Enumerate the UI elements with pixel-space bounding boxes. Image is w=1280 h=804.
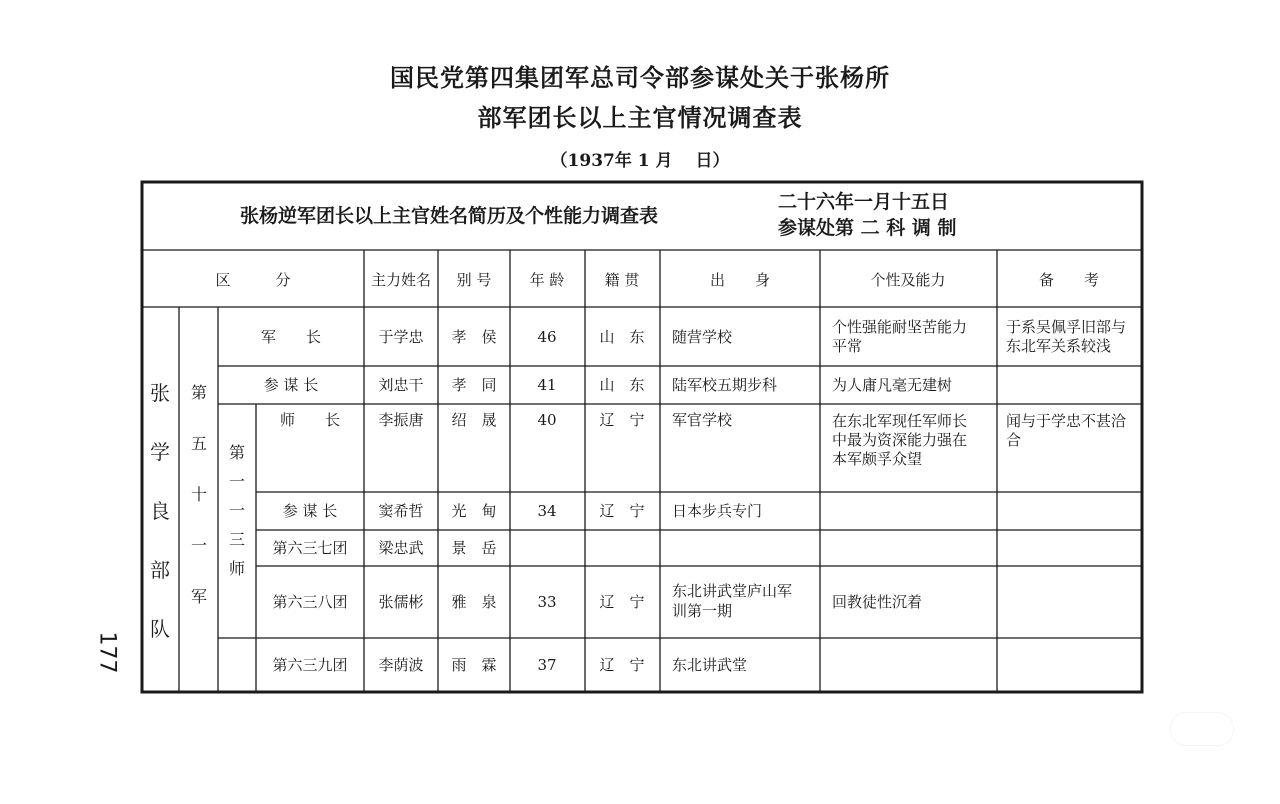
cell-background: 训第一期: [672, 602, 733, 620]
cell-ability: 在东北军现任军师长: [832, 412, 968, 430]
cell-name: 刘忠干: [378, 376, 424, 394]
army-group-label-char: 队: [150, 617, 170, 641]
division-label-char: 一: [228, 501, 246, 520]
cell-alias: 景 岳: [451, 539, 497, 557]
header-alias: 别 号: [456, 271, 492, 289]
cell-remarks: 东北军关系较浅: [1006, 337, 1112, 355]
army-group-label-char: 部: [150, 558, 170, 582]
cell-position: 第六三九团: [272, 656, 348, 674]
cell-age: 34: [537, 502, 557, 520]
cell-remarks: 合: [1006, 431, 1022, 449]
form-date: 二十六年一月十五日: [778, 191, 950, 213]
division-label-char: 一: [228, 472, 246, 491]
army-label-char: 一: [190, 536, 208, 555]
group-division: [229, 443, 245, 578]
cell-age: 40: [537, 411, 557, 429]
page-number: 177: [94, 631, 120, 674]
cell-age: 41: [537, 376, 557, 394]
cell-background: 陆军校五期步科: [672, 376, 778, 394]
faint-stamp: [1170, 712, 1234, 746]
army-label-char: 五: [190, 434, 208, 453]
cell-position: 师 长: [279, 411, 341, 429]
cell-ability: 本军颇孚众望: [832, 450, 923, 468]
document-date: （1937年 1 月 日）: [550, 151, 730, 171]
header-remarks: 备 考: [1038, 271, 1100, 289]
header-name: 主力姓名: [370, 271, 432, 289]
form-title: 张杨逆军团长以上主官姓名简历及个性能力调查表: [240, 205, 659, 227]
cell-origin: 山 东: [599, 328, 645, 346]
division-label-char: 第: [228, 443, 246, 462]
table-frame: [142, 182, 1142, 692]
form-maker: 参谋处第 二 科 调 制: [778, 217, 957, 239]
cell-position: 第六三七团: [272, 539, 348, 557]
cell-origin: 辽 宁: [599, 656, 645, 674]
cell-background: 东北讲武堂庐山军: [672, 582, 793, 600]
header-origin: 籍 贯: [604, 271, 640, 289]
cell-ability: 个性强能耐坚苦能力: [832, 318, 968, 336]
cell-background: 军官学校: [672, 411, 733, 429]
cell-ability: 中最为资深能力强在: [832, 431, 968, 449]
cell-position: 第六三八团: [272, 593, 348, 611]
cell-name: 张儒彬: [378, 593, 424, 611]
army-label-char: 十: [190, 485, 208, 504]
cell-position: 参 谋 长: [282, 502, 338, 520]
cell-age: 37: [537, 656, 557, 674]
document-title-line1: 国民党第四集团军总司令部参谋处关于张杨所: [390, 63, 890, 92]
cell-origin: 山 东: [599, 376, 645, 394]
division-label-char: 师: [228, 559, 246, 578]
army-group-label-char: 张: [150, 381, 170, 405]
cell-alias: 光 甸: [451, 502, 497, 520]
cell-background: 随营学校: [672, 328, 733, 346]
cell-origin: 辽 宁: [599, 502, 645, 520]
army-group-label-char: 良: [150, 499, 170, 523]
cell-background: 东北讲武堂: [672, 656, 748, 674]
header-background: 出 身: [709, 271, 771, 289]
cell-age: 33: [537, 593, 557, 611]
cell-name: 梁忠武: [378, 539, 424, 557]
cell-alias: 孝 侯: [451, 328, 497, 346]
cell-remarks: 闻与于学忠不甚洽: [1006, 412, 1127, 430]
cell-origin: 辽 宁: [599, 411, 645, 429]
header-ability: 个性及能力: [870, 271, 946, 289]
army-label-char: 军: [190, 587, 208, 606]
army-label-char: 第: [190, 383, 208, 402]
cell-position: 军 长: [260, 328, 322, 346]
cell-name: 李荫波: [378, 656, 424, 674]
cell-ability: 为人庸凡毫无建树: [832, 376, 953, 394]
cell-name: 李振唐: [378, 411, 424, 429]
document-title-line2: 部军团长以上主官情况调查表: [477, 103, 803, 132]
cell-name: 窦希哲: [378, 502, 424, 520]
division-label-char: 三: [228, 530, 246, 549]
cell-alias: 雅 泉: [451, 593, 497, 611]
table-rows: [261, 318, 1126, 674]
cell-name: 于学忠: [378, 328, 424, 346]
cell-remarks: 于系吴佩孚旧部与: [1006, 318, 1127, 336]
group-army-group: [150, 381, 170, 641]
cell-ability: 回教徒性沉着: [832, 593, 923, 611]
cell-background: 日本步兵专门: [672, 502, 763, 520]
cell-alias: 绍 晟: [451, 411, 497, 429]
header-category: 区 分: [215, 271, 291, 289]
group-army: [191, 383, 207, 606]
cell-position: 参 谋 长: [263, 376, 319, 394]
cell-age: 46: [537, 328, 557, 346]
header-age: 年 龄: [529, 271, 565, 289]
cell-alias: 孝 同: [451, 376, 497, 394]
cell-alias: 雨 霖: [451, 656, 497, 674]
cell-origin: 辽 宁: [599, 593, 645, 611]
army-group-label-char: 学: [150, 440, 170, 464]
cell-ability: 平常: [832, 337, 863, 355]
